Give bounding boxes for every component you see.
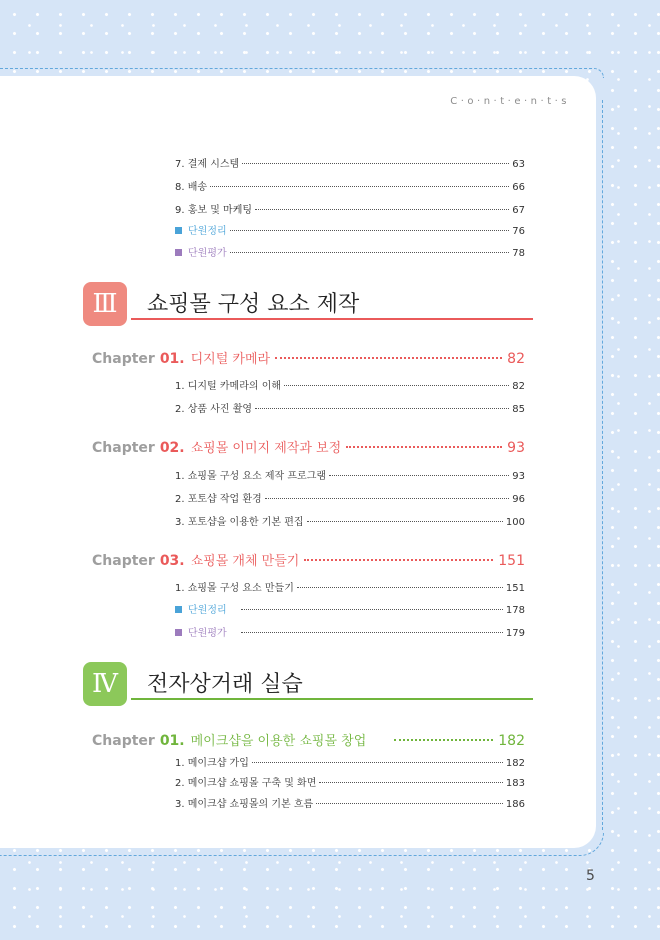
toc-item[interactable]: 2. 상품 사진 촬영 85: [175, 404, 525, 415]
section-number-badge: Ⅳ: [83, 662, 127, 706]
section-title: 전자상거래 실습: [147, 672, 303, 697]
dashed-border-top: [0, 68, 604, 78]
toc-item[interactable]: 8. 배송 66: [175, 182, 525, 193]
toc-item[interactable]: 1. 쇼핑몰 구성 요소 제작 프로그램 93: [175, 471, 525, 482]
toc-item-assessment[interactable]: 단원평가 78: [175, 244, 525, 258]
section-underline: [131, 698, 533, 700]
square-bullet-icon: [175, 249, 182, 256]
chapter-heading[interactable]: Chapter 01. 메이크샵을 이용한 쇼핑몰 창업 182: [92, 733, 525, 749]
square-bullet-icon: [175, 606, 182, 613]
toc-item[interactable]: 7. 결제 시스템 63: [175, 159, 525, 170]
square-bullet-icon: [175, 227, 182, 234]
chapter-heading[interactable]: Chapter 01. 디지털 카메라 82: [92, 351, 525, 367]
toc-item[interactable]: 2. 포토샵 작업 환경 96: [175, 494, 525, 505]
toc-item[interactable]: 1. 디지털 카메라의 이해 82: [175, 381, 525, 392]
section-title: 쇼핑몰 구성 요소 제작: [147, 292, 360, 317]
toc-item[interactable]: 3. 포토샵을 이용한 기본 편집 100: [175, 517, 525, 528]
section-underline: [131, 318, 533, 320]
toc-item-assessment[interactable]: 단원평가 179: [175, 624, 525, 638]
dashed-border-bottom: [0, 832, 604, 856]
dashed-border-right: [602, 100, 603, 830]
contents-label: C·o·n·t·e·n·t·s: [450, 96, 570, 107]
chapter-heading[interactable]: Chapter 02. 쇼핑몰 이미지 제작과 보정 93: [92, 440, 525, 456]
page-number: 5: [586, 868, 595, 884]
toc-item[interactable]: 9. 홍보 및 마케팅 67: [175, 205, 525, 216]
toc-item-review[interactable]: 단원정리 178: [175, 601, 525, 615]
square-bullet-icon: [175, 629, 182, 636]
chapter-heading[interactable]: Chapter 03. 쇼핑몰 개체 만들기 151: [92, 553, 525, 569]
toc-item[interactable]: 3. 메이크샵 쇼핑몰의 기본 흐름 186: [175, 799, 525, 810]
toc-item-review[interactable]: 단원정리 76: [175, 222, 525, 236]
section-number-badge: Ⅲ: [83, 282, 127, 326]
toc-item[interactable]: 2. 메이크샵 쇼핑몰 구축 및 화면 183: [175, 778, 525, 789]
toc-item[interactable]: 1. 메이크샵 가입 182: [175, 758, 525, 769]
toc-item[interactable]: 1. 쇼핑몰 구성 요소 만들기 151: [175, 583, 525, 594]
